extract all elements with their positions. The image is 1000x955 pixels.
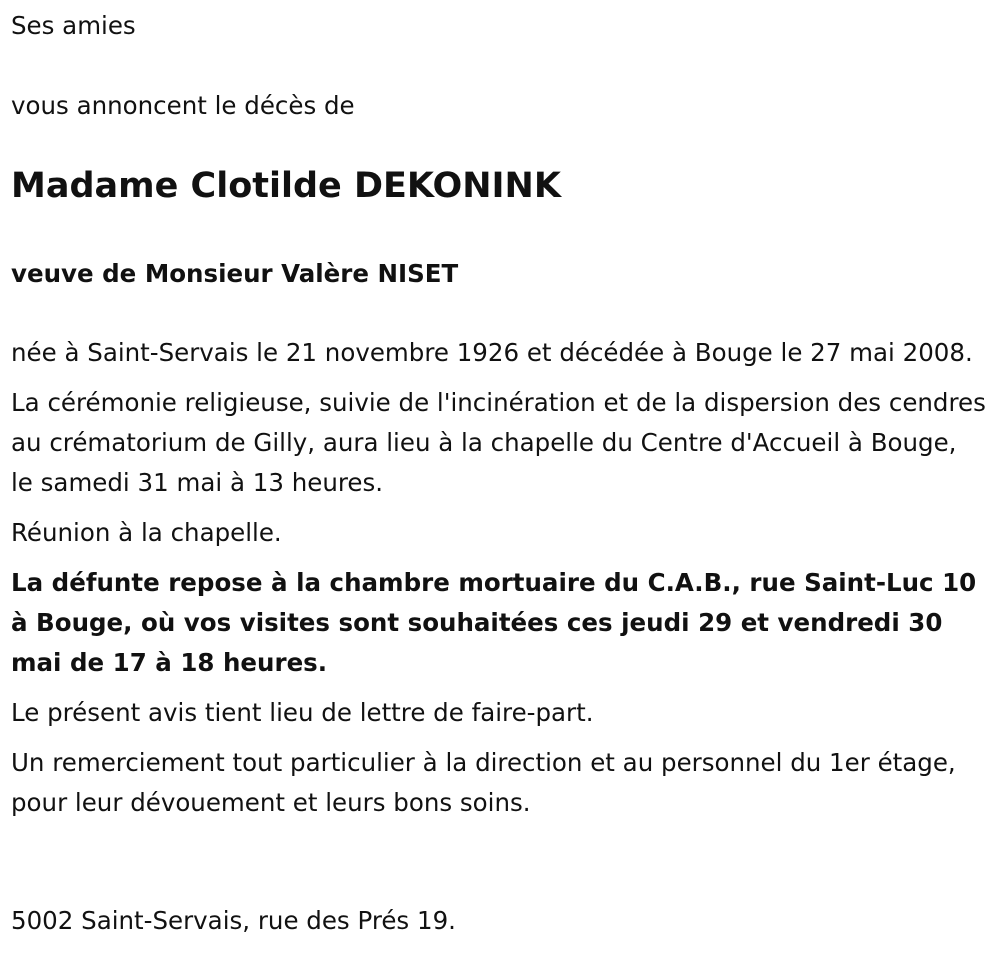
visitation-paragraph: La défunte repose à la chambre mortuaire du C.A.B., rue Saint-Luc 10 à Bouge, où vos visites sont souhaitées ces jeudi 29 et vendredi 30 mai de 17 à 18 heures. — [11, 568, 977, 677]
thanks-paragraph: Un remerciement tout particulier à la direction et au personnel du 1er étage, pour leur dévouement et leurs bons soins. — [11, 748, 956, 817]
birth-death-paragraph: née à Saint-Servais le 21 novembre 1926 et décédée à Bouge le 27 mai 2008. — [11, 338, 973, 367]
widow-of-text: veuve de Monsieur Valère NISET — [11, 259, 459, 288]
intro-text: Ses amies — [11, 11, 136, 40]
faire-part-paragraph: Le présent avis tient lieu de lettre de faire-part. — [11, 698, 594, 727]
deceased-name: Madame Clotilde DEKONINK — [11, 166, 561, 206]
announce-text: vous annoncent le décès de — [11, 91, 355, 120]
ceremony-paragraph: La cérémonie religieuse, suivie de l'incinération et de la dispersion des cendres au crématorium de Gilly, aura lieu à la chapelle du Centre d'Accueil à Bouge, le samedi 31 mai à 13 heures. — [11, 388, 986, 497]
notice-body — [11, 333, 986, 833]
reunion-paragraph: Réunion à la chapelle. — [11, 518, 282, 547]
address-text: 5002 Saint-Servais, rue des Prés 19. — [11, 906, 456, 935]
